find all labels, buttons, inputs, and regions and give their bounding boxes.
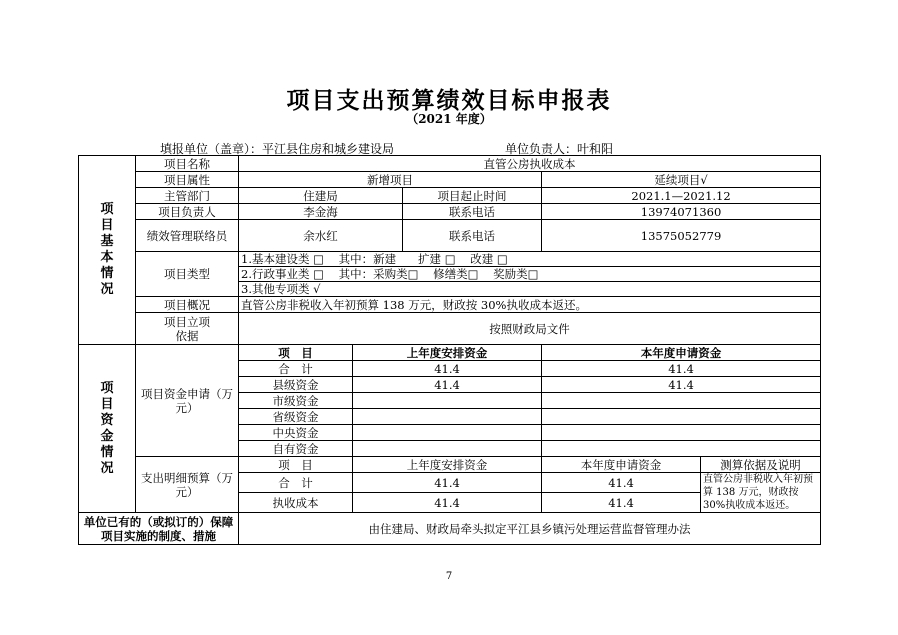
detail-row-last: 41.4	[353, 473, 542, 493]
attr-new: 新增项目	[239, 172, 542, 188]
attr-continue: 延续项目√	[542, 172, 821, 188]
detail-row-this: 41.4	[542, 473, 701, 493]
overview-value: 直管公房非税收入年初预算 138 万元，财政按 30%执收成本返还。	[239, 297, 821, 313]
fund-row-this	[542, 441, 821, 457]
detail-row-name: 执收成本	[239, 493, 353, 513]
fund-row-name: 市级资金	[239, 393, 353, 409]
detail-col-basis: 测算依据及说明	[701, 457, 821, 473]
basis-value: 按照财政局文件	[239, 313, 821, 345]
owner-value: 李金海	[239, 204, 403, 220]
fund-row-last	[353, 441, 542, 457]
fund-row-this: 41.4	[542, 377, 821, 393]
funds-section-label: 项目资金情况	[79, 345, 136, 513]
fund-row-name: 省级资金	[239, 409, 353, 425]
contact-phone-label: 联系电话	[403, 220, 542, 252]
owner-label: 项目负责人	[136, 204, 239, 220]
system-label: 单位已有的（或拟订的）保障项目实施的制度、措施	[79, 513, 239, 545]
dept-label: 主管部门	[136, 188, 239, 204]
detail-row-name: 合 计	[239, 473, 353, 493]
page-title: 项目支出预算绩效目标申报表	[286, 88, 612, 114]
owner-phone: 13974071360	[542, 204, 821, 220]
name-value: 直管公房执收成本	[239, 156, 821, 172]
fund-row-name: 自有资金	[239, 441, 353, 457]
fund-row-name: 中央资金	[239, 425, 353, 441]
fund-row-last: 41.4	[353, 361, 542, 377]
fund-row-last	[353, 409, 542, 425]
basic-section-label: 项目基本情况	[79, 156, 136, 345]
unit-responsible: 单位负责人：叶和阳	[505, 142, 614, 156]
fund-row-this	[542, 425, 821, 441]
detail-col-item: 项 目	[239, 457, 353, 473]
fund-row-last	[353, 393, 542, 409]
detail-basis: 直管公房非税收入年初预算 138 万元，财政按 30%执收成本返还。	[701, 473, 821, 513]
name-label: 项目名称	[136, 156, 239, 172]
type-line-1: 1.基本建设类 □ 其中：新建 扩建 □ 改建 □	[239, 252, 821, 267]
fund-row-last	[353, 425, 542, 441]
page-number: 7	[445, 571, 453, 582]
system-value: 由住建局、财政局牵头拟定平江县乡镇污处理运营监督管理办法	[239, 513, 821, 545]
fill-unit: 填报单位（盖章）：平江县住房和城乡建设局	[160, 142, 395, 156]
attr-label: 项目属性	[136, 172, 239, 188]
detail-label: 支出明细预算（万元）	[136, 457, 239, 513]
detail-row-this: 41.4	[542, 493, 701, 513]
owner-phone-label: 联系电话	[403, 204, 542, 220]
budget-form-table	[78, 155, 821, 545]
basis-label: 项目立项依据	[136, 313, 239, 345]
detail-col-this: 本年度申请资金	[542, 457, 701, 473]
fund-row-this: 41.4	[542, 361, 821, 377]
type-line-3: 3.其他专项类 √	[239, 282, 821, 297]
period-value: 2021.1—2021.12	[542, 188, 821, 204]
detail-col-last: 上年度安排资金	[353, 457, 542, 473]
fund-row-this	[542, 409, 821, 425]
contact-label: 绩效管理联络员	[136, 220, 239, 252]
period-label: 项目起止时间	[403, 188, 542, 204]
year-label: （2021 年度）	[406, 112, 492, 126]
contact-phone: 13575052779	[542, 220, 821, 252]
col-item: 项 目	[239, 345, 353, 361]
fund-row-this	[542, 393, 821, 409]
fund-row-name: 县级资金	[239, 377, 353, 393]
type-label: 项目类型	[136, 252, 239, 297]
apply-label: 项目资金申请（万元）	[136, 345, 239, 457]
fund-row-name: 合 计	[239, 361, 353, 377]
type-line-2: 2.行政事业类 □ 其中：采购类□ 修缮类□ 奖励类□	[239, 267, 821, 282]
fund-row-last: 41.4	[353, 377, 542, 393]
overview-label: 项目概况	[136, 297, 239, 313]
detail-row-last: 41.4	[353, 493, 542, 513]
dept-value: 住建局	[239, 188, 403, 204]
contact-value: 余水红	[239, 220, 403, 252]
col-last: 上年度安排资金	[353, 345, 542, 361]
col-this: 本年度申请资金	[542, 345, 821, 361]
